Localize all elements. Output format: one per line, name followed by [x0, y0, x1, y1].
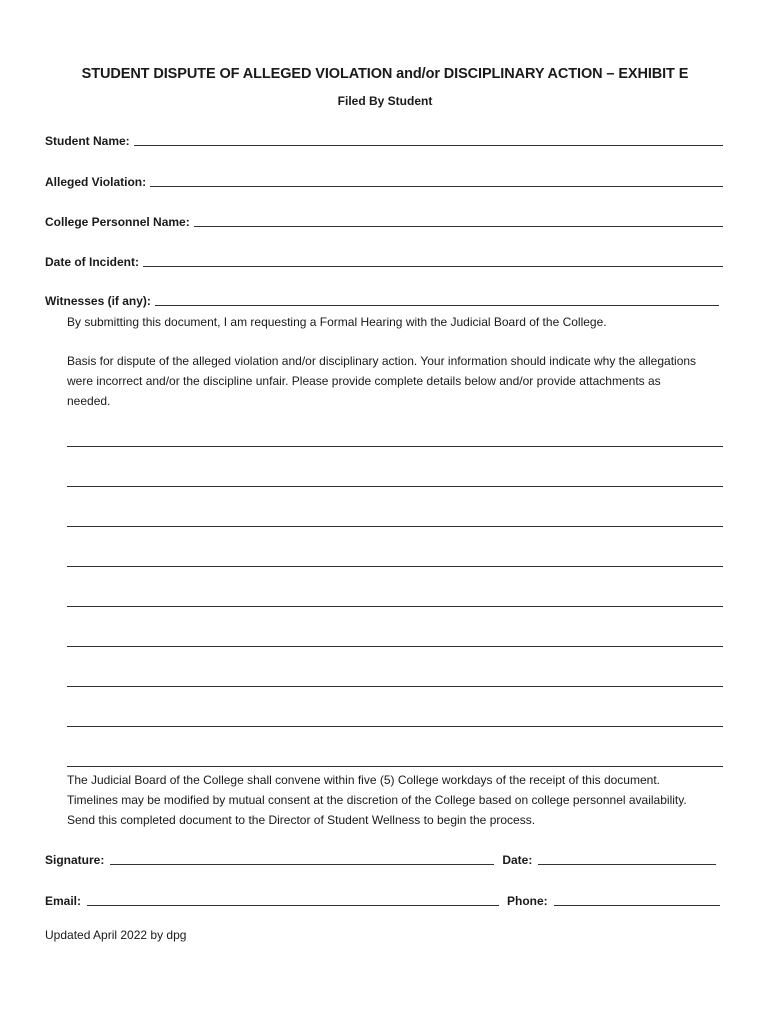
personnel-name-field — [45, 214, 723, 229]
witnesses-label: Witnesses (if any): — [45, 294, 151, 308]
details-line[interactable] — [67, 606, 723, 607]
personnel-name-label: College Personnel Name: — [45, 215, 190, 229]
witnesses-line[interactable] — [155, 293, 719, 306]
witnesses-field — [45, 293, 719, 308]
email-line[interactable] — [87, 893, 499, 906]
student-name-line[interactable] — [134, 133, 723, 146]
contact-row — [45, 893, 720, 908]
document-subtitle: Filed By Student — [337, 94, 433, 108]
student-name-label: Student Name: — [45, 134, 130, 148]
signature-row — [45, 852, 720, 867]
hearing-request-text: By submitting this document, I am requesting a Formal Hearing with the Judicial Board of the College. — [67, 315, 607, 329]
details-line[interactable] — [67, 686, 723, 687]
document-title: STUDENT DISPUTE OF ALLEGED VIOLATION and/or DISCIPLINARY ACTION – EXHIBIT E — [81, 66, 689, 82]
details-line[interactable] — [67, 646, 723, 647]
details-line[interactable] — [67, 566, 723, 567]
signature-label: Signature: — [45, 853, 105, 867]
alleged-violation-label: Alleged Violation: — [45, 175, 147, 189]
details-line[interactable] — [67, 486, 723, 487]
date-of-incident-field — [45, 254, 723, 269]
personnel-name-line[interactable] — [194, 214, 723, 227]
date-label: Date: — [502, 853, 533, 867]
details-line[interactable] — [67, 446, 723, 447]
date-of-incident-line[interactable] — [143, 254, 723, 267]
email-label: Email: — [45, 894, 82, 908]
details-line[interactable] — [67, 726, 723, 727]
details-line[interactable] — [67, 766, 723, 767]
phone-line[interactable] — [554, 893, 720, 906]
student-name-field — [45, 133, 723, 148]
alleged-violation-line[interactable] — [150, 174, 723, 187]
phone-label: Phone: — [507, 894, 548, 908]
date-line[interactable] — [538, 852, 716, 865]
signature-line[interactable] — [110, 852, 494, 865]
alleged-violation-field — [45, 174, 723, 189]
convene-notice-text: The Judicial Board of the College shall convene within five (5) College workdays of the receipt of this document. Timelines may be modified by mutual consent at the discretion of the College based on college personnel availability. Send this completed document to the Director of Student Wellness to begin the process. — [67, 773, 687, 827]
details-line[interactable] — [67, 526, 723, 527]
updated-footer: Updated April 2022 by dpg — [45, 928, 187, 942]
date-of-incident-label: Date of Incident: — [45, 255, 140, 269]
basis-instructions-text: Basis for dispute of the alleged violation and/or disciplinary action. Your information should indicate why the allegations were incorrect and/or the discipline unfair. Please provide complete details below and/or provide attachments as needed. — [67, 354, 697, 408]
